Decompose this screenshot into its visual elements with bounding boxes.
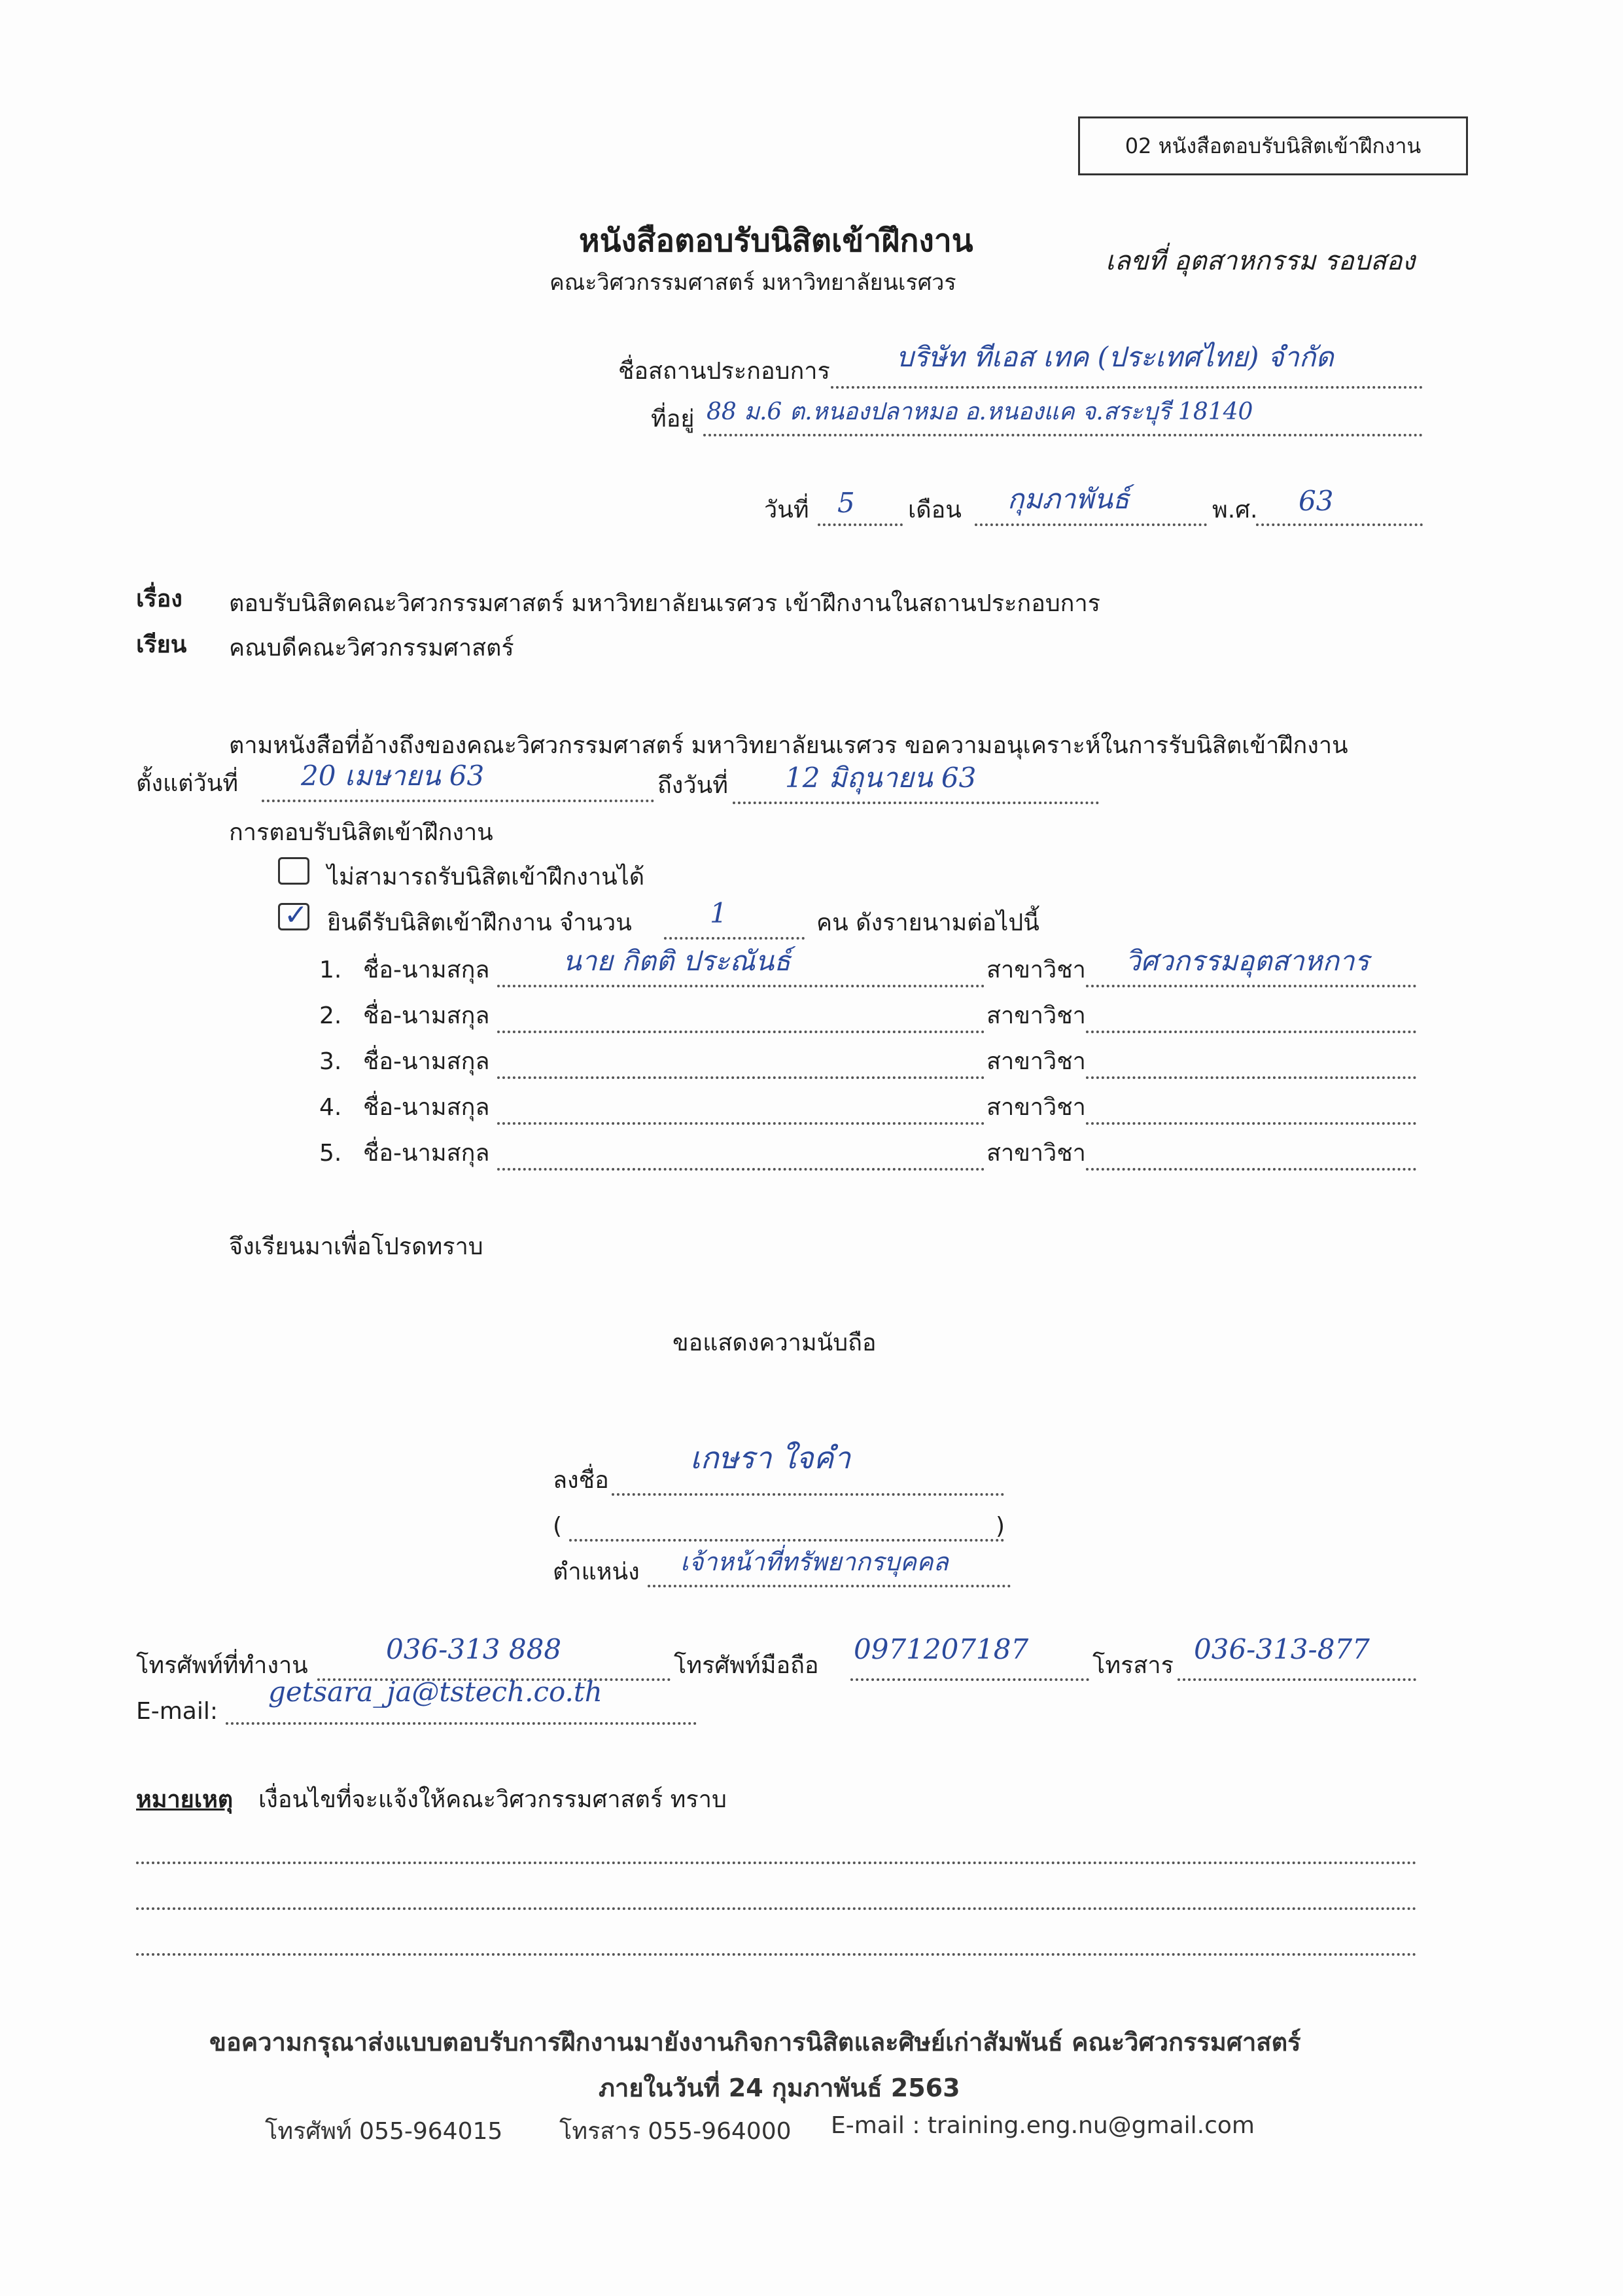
student-number: 1. <box>319 957 342 983</box>
position-field[interactable]: เจ้าหน้าที่ทรัพยากรบุคคล <box>680 1547 949 1576</box>
page-subtitle: คณะวิศวกรรมศาสตร์ มหาวิทยาลัยนเรศวร <box>550 270 956 296</box>
date-month-label: เดือน <box>908 497 962 523</box>
student-major-line[interactable] <box>1086 1122 1416 1125</box>
footer-fax: โทรสาร 055-964000 <box>559 2118 792 2145</box>
document-code-box <box>1078 116 1468 175</box>
position-label: ตำแหน่ง <box>553 1559 640 1585</box>
period-to-label: ถึงวันที่ <box>657 772 728 799</box>
period-from-label: ตั้งแต่วันที่ <box>136 770 239 797</box>
student-number: 3. <box>319 1048 342 1075</box>
acceptance-heading: การตอบรับนิสิตเข้าฝึกงาน <box>229 819 493 846</box>
regards-text: ขอแสดงความนับถือ <box>672 1330 877 1356</box>
address-label: ที่อยู่ <box>651 406 695 433</box>
student-major-label: สาขาวิชา <box>986 1094 1086 1121</box>
footer-phone: โทรศัพท์ 055-964015 <box>265 2118 503 2145</box>
email-line <box>226 1722 697 1725</box>
reject-option-label: ไม่สามารถรับนิสิตเข้าฝึกงานได้ <box>327 864 645 891</box>
signature-label: ลงชื่อ <box>553 1467 609 1494</box>
fax-field[interactable]: 036-313-877 <box>1194 1633 1370 1665</box>
paren-close: ) <box>996 1513 1005 1540</box>
remark-line[interactable] <box>136 1907 1417 1910</box>
company-name-label: ชื่อสถานประกอบการ <box>618 358 830 385</box>
student-major-label: สาขาวิชา <box>986 1002 1086 1029</box>
company-name-line <box>831 386 1423 389</box>
student-major-label: สาขาวิชา <box>986 1048 1086 1075</box>
office-phone-label: โทรศัพท์ที่ทำงาน <box>136 1652 308 1679</box>
student-name-label: ชื่อ-นามสกุล <box>363 1094 490 1121</box>
reference-number: เลขที่ อุตสาหกรรม รอบสอง <box>1106 246 1415 276</box>
student-name-field[interactable]: นาย กิตติ ประณันธ์ <box>563 945 791 977</box>
accept-option-label: ยินดีรับนิสิตเข้าฝึกงาน จำนวน <box>327 910 632 936</box>
position-line <box>648 1585 1011 1587</box>
address-field[interactable]: 88 ม.6 ต.หนองปลาหมอ อ.หนองแค จ.สระบุรี 18140 <box>707 398 1253 425</box>
date-day-field[interactable]: 5 <box>837 487 855 519</box>
footer-deadline: ภายในวันที่ 24 กุมภาพันธ์ 2563 <box>599 2074 960 2102</box>
mobile-phone-field[interactable]: 0971207187 <box>854 1633 1029 1665</box>
date-month-line <box>975 523 1207 526</box>
period-to-field[interactable]: 12 มิถุนายน 63 <box>785 762 977 794</box>
student-name-label: ชื่อ-นามสกุล <box>363 957 490 983</box>
footer-email: E-mail : training.eng.nu@gmail.com <box>831 2112 1255 2139</box>
student-major-label: สาขาวิชา <box>986 1140 1086 1167</box>
period-from-field[interactable]: 20 เมษายน 63 <box>301 760 485 792</box>
body-text: ตามหนังสือที่อ้างถึงของคณะวิศวกรรมศาสตร์ มหาวิทยาลัยนเรศวร ขอความอนุเคราะห์ในการรับนิสิตเข้าฝึกงาน <box>229 732 1348 759</box>
student-major-line[interactable] <box>1086 1168 1416 1171</box>
mobile-phone-label: โทรศัพท์มือถือ <box>674 1652 819 1679</box>
student-major-label: สาขาวิชา <box>986 957 1086 983</box>
page-title: หนังสือตอบรับนิสิตเข้าฝึกงาน <box>579 222 973 259</box>
email-field[interactable]: getsara_ja@tstech.co.th <box>268 1676 602 1708</box>
subject-text: ตอบรับนิสิตคณะวิศวกรรมศาสตร์ มหาวิทยาลัยนเรศวร เข้าฝึกงานในสถานประกอบการ <box>229 590 1101 617</box>
student-name-label: ชื่อ-นามสกุล <box>363 1002 490 1029</box>
to-text: คณบดีคณะวิศวกรรมศาสตร์ <box>229 635 514 662</box>
student-name-line[interactable] <box>497 1031 985 1033</box>
student-name-line[interactable] <box>497 1168 985 1171</box>
fax-label: โทรสาร <box>1092 1652 1174 1679</box>
student-number: 2. <box>319 1002 342 1029</box>
student-name-line <box>497 985 985 987</box>
student-major-line[interactable] <box>1086 1031 1416 1033</box>
student-major-field[interactable]: วิศวกรรมอุตสาหการ <box>1125 945 1370 977</box>
student-name-line[interactable] <box>497 1122 985 1125</box>
paren-open: ( <box>553 1513 563 1540</box>
accept-checkbox[interactable] <box>278 898 309 932</box>
student-count-suffix: คน ดังรายนามต่อไปนี้ <box>816 910 1039 936</box>
student-count-field[interactable]: 1 <box>710 897 727 929</box>
student-number: 5. <box>319 1140 342 1167</box>
remark-line[interactable] <box>136 1953 1417 1956</box>
remark-line[interactable] <box>136 1862 1417 1864</box>
student-name-label: ชื่อ-นามสกุล <box>363 1048 490 1075</box>
student-major-line <box>1086 985 1416 987</box>
document-code: 02 หนังสือตอบรับนิสิตเข้าฝึกงาน <box>1125 133 1422 158</box>
closing-text: จึงเรียนมาเพื่อโปรดทราบ <box>229 1233 483 1260</box>
printed-name-line[interactable] <box>569 1539 1004 1542</box>
signature-field[interactable]: เกษรา ใจคำ <box>690 1440 851 1475</box>
address-line <box>703 434 1423 436</box>
remark-label: หมายเหตุ <box>136 1786 234 1813</box>
email-label: E-mail: <box>136 1698 218 1725</box>
date-year-line <box>1256 523 1423 526</box>
date-day-line <box>818 523 903 526</box>
date-year-label: พ.ศ. <box>1212 497 1258 523</box>
student-name-label: ชื่อ-นามสกุล <box>363 1140 490 1167</box>
date-day-label: วันที่ <box>764 497 809 523</box>
reject-checkbox[interactable] <box>278 857 309 885</box>
to-label: เรียน <box>136 631 187 658</box>
mobile-phone-line <box>850 1678 1089 1681</box>
student-name-line[interactable] <box>497 1076 985 1079</box>
date-year-field[interactable]: 63 <box>1299 485 1334 517</box>
signature-line <box>612 1493 1004 1496</box>
remark-text: เงื่อนไขที่จะแจ้งให้คณะวิศวกรรมศาสตร์ ทราบ <box>258 1786 727 1813</box>
footer-instruction: ขอความกรุณาส่งแบบตอบรับการฝึกงานมายังงานกิจการนิสิตและศิษย์เก่าสัมพันธ์ คณะวิศวกรรมศาสตร์ <box>209 2028 1301 2057</box>
student-major-line[interactable] <box>1086 1076 1416 1079</box>
date-month-field[interactable]: กุมภาพันธ์ <box>1007 483 1130 515</box>
company-name-field[interactable]: บริษัท ทีเอส เทค (ประเทศไทย) จำกัด <box>896 341 1334 373</box>
fax-line <box>1178 1678 1416 1681</box>
office-phone-field[interactable]: 036-313 888 <box>386 1633 562 1665</box>
subject-label: เรื่อง <box>136 586 183 612</box>
period-from-line <box>262 800 654 802</box>
student-number: 4. <box>319 1094 342 1121</box>
student-count-line <box>664 937 805 940</box>
check-mark-icon: ✓ <box>284 898 308 932</box>
period-to-line <box>733 802 1099 804</box>
